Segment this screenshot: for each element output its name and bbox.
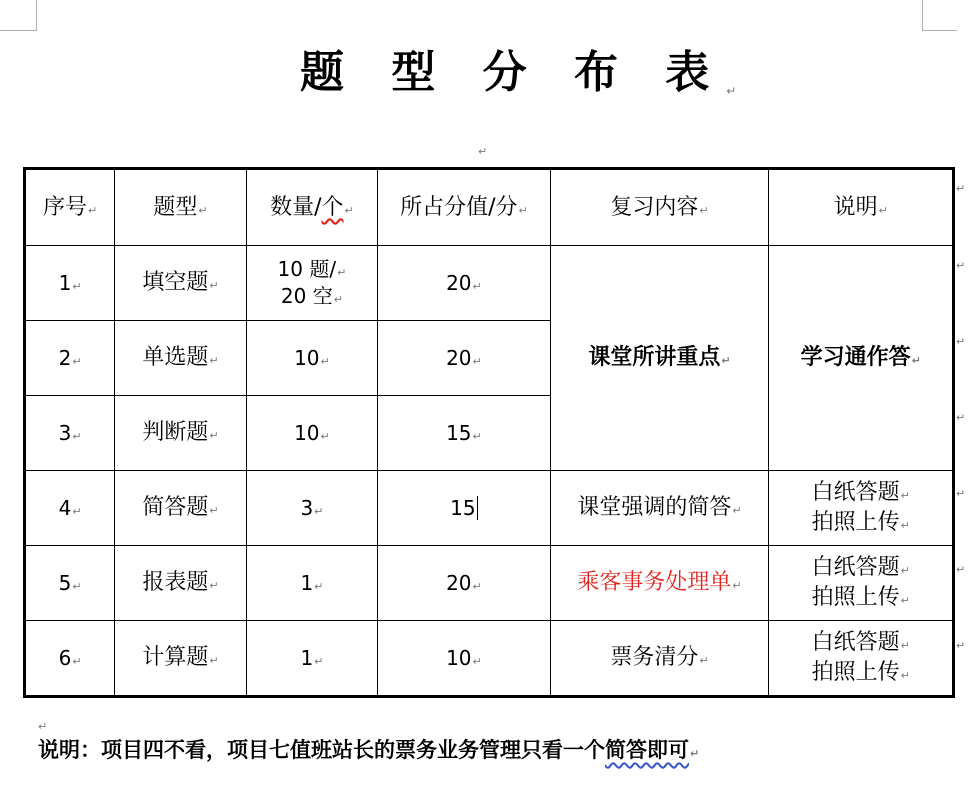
cell-type: 简答题↵ bbox=[115, 471, 246, 546]
document-title-text: 题 型 分 布 表 bbox=[300, 47, 726, 98]
cell-count: 1↵ bbox=[246, 546, 377, 621]
cell-count: 10↵ bbox=[246, 396, 377, 471]
row-end-mark: ↵ bbox=[956, 411, 966, 424]
header-cell-note: 说明↵ bbox=[769, 169, 954, 246]
cell-score: 20↵ bbox=[378, 246, 551, 321]
document-title bbox=[300, 36, 736, 100]
cell-note: 白纸答题↵ 拍照上传↵ bbox=[769, 621, 954, 697]
paragraph-mark: ↵ bbox=[726, 84, 737, 98]
row-end-marks bbox=[955, 0, 969, 788]
cell-review-merged: 课堂所讲重点↵ bbox=[550, 246, 769, 471]
cell-score[interactable]: 15 bbox=[378, 471, 551, 546]
footer-note-main: 说明：项目四不看，项目七值班站长的票务业务管理只看一个 bbox=[38, 737, 605, 762]
cell-note: 白纸答题↵ 拍照上传↵ bbox=[769, 471, 954, 546]
cell-review: 票务清分↵ bbox=[550, 621, 769, 697]
header-cell-count: 数量/个↵ bbox=[246, 169, 377, 246]
cell-no: 2↵ bbox=[25, 321, 115, 396]
cell-type: 填空题↵ bbox=[115, 246, 246, 321]
cell-no: 4↵ bbox=[25, 471, 115, 546]
cell-count: 3↵ bbox=[246, 471, 377, 546]
empty-paragraph bbox=[37, 715, 47, 734]
cell-no: 6↵ bbox=[25, 621, 115, 697]
page-corner-mark-left bbox=[0, 0, 37, 31]
header-cell-score: 所占分值/分↵ bbox=[378, 169, 551, 246]
row-end-mark: ↵ bbox=[956, 639, 966, 652]
row-end-mark: ↵ bbox=[956, 487, 966, 500]
page-corner-mark-right bbox=[922, 0, 957, 31]
cell-score: 15↵ bbox=[378, 396, 551, 471]
table-row bbox=[25, 546, 954, 621]
cell-count: 1↵ bbox=[246, 621, 377, 697]
row-end-mark: ↵ bbox=[956, 182, 966, 195]
cell-no: 3↵ bbox=[25, 396, 115, 471]
cell-review: 课堂强调的简答↵ bbox=[550, 471, 769, 546]
cell-type: 报表题↵ bbox=[115, 546, 246, 621]
question-type-table bbox=[23, 167, 955, 698]
cell-no: 5↵ bbox=[25, 546, 115, 621]
footer-note-tail: 简答即可 bbox=[605, 737, 689, 762]
footer-note bbox=[38, 734, 699, 764]
row-end-mark: ↵ bbox=[956, 259, 966, 272]
cell-score: 20↵ bbox=[378, 546, 551, 621]
row-end-mark: ↵ bbox=[956, 335, 966, 348]
cell-type: 计算题↵ bbox=[115, 621, 246, 697]
table-header-row bbox=[25, 169, 954, 246]
cell-review-highlighted: 乘客事务处理单↵ bbox=[550, 546, 769, 621]
paragraph-mark: ↵ bbox=[690, 747, 700, 760]
cell-type: 单选题↵ bbox=[115, 321, 246, 396]
table-row bbox=[25, 246, 954, 321]
cell-note: 白纸答题↵ 拍照上传↵ bbox=[769, 546, 954, 621]
header-cell-no: 序号↵ bbox=[25, 169, 115, 246]
row-end-mark: ↵ bbox=[956, 563, 966, 576]
paragraph-mark: ↵ bbox=[478, 145, 488, 158]
paragraph-mark: ↵ bbox=[38, 720, 48, 733]
empty-paragraph bbox=[477, 140, 487, 159]
cell-count: 10 题/↵ 20 空↵ bbox=[246, 246, 377, 321]
cell-note-merged: 学习通作答↵ bbox=[769, 246, 954, 471]
cell-no: 1↵ bbox=[25, 246, 115, 321]
table-row bbox=[25, 621, 954, 697]
cell-count: 10↵ bbox=[246, 321, 377, 396]
cell-type: 判断题↵ bbox=[115, 396, 246, 471]
spellcheck-squiggle: 个 bbox=[321, 194, 344, 220]
table-row bbox=[25, 471, 954, 546]
header-cell-review: 复习内容↵ bbox=[550, 169, 769, 246]
text-cursor bbox=[477, 496, 478, 520]
header-cell-type: 题型↵ bbox=[115, 169, 246, 246]
cell-score: 10↵ bbox=[378, 621, 551, 697]
cell-score: 20↵ bbox=[378, 321, 551, 396]
